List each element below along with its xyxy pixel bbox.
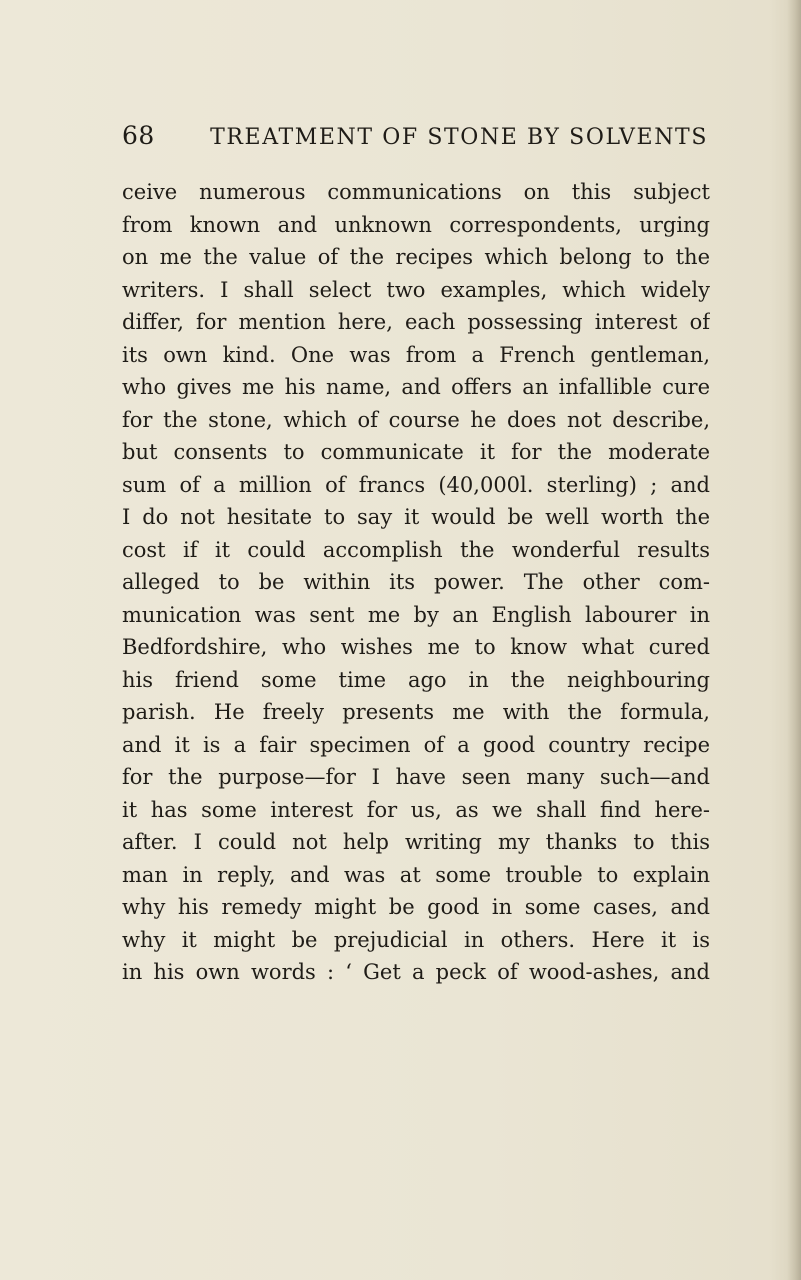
- text-line: why his remedy might be good in some cases, and: [122, 895, 710, 919]
- text-line: writers. I shall select two examples, which widely: [122, 277, 710, 302]
- text-line: ceive numerous communications on this subject: [122, 180, 710, 204]
- text-line: I do not hesitate to say it would be well worth the: [122, 505, 710, 529]
- text-line: from known and unknown correspondents, urging: [122, 212, 710, 237]
- body-text: [122, 176, 710, 989]
- text-line: but consents to communicate it for the moderate: [122, 440, 710, 464]
- page-number: 68: [122, 121, 155, 150]
- text-line: who gives me his name, and offers an infallible cure: [122, 375, 710, 399]
- text-line: for the stone, which of course he does not describe,: [122, 407, 710, 432]
- text-line: cost if it could accomplish the wonderful results: [122, 537, 710, 562]
- text-line: Bedfordshire, who wishes me to know what cured: [122, 635, 710, 659]
- text-line: after. I could not help writing my thanks to this: [122, 830, 710, 854]
- page-edge-shadow: [787, 0, 801, 1280]
- text-line: on me the value of the recipes which belong to the: [122, 245, 710, 269]
- text-line: for the purpose—for I have seen many such—and: [122, 765, 710, 789]
- text-line: in his own words : ‘ Get a peck of wood-ashes, and: [122, 960, 710, 984]
- text-line: differ, for mention here, each possessing interest of: [122, 310, 710, 334]
- text-line: his friend some time ago in the neighbouring: [122, 667, 710, 692]
- text-line: parish. He freely presents me with the formula,: [122, 700, 710, 724]
- text-line: it has some interest for us, as we shall find here-: [122, 797, 710, 822]
- text-line: why it might be prejudicial in others. Here it is: [122, 927, 710, 952]
- text-line: and it is a fair specimen of a good country recipe: [122, 732, 710, 757]
- text-line: munication was sent me by an English labourer in: [122, 602, 710, 627]
- page-header: [122, 121, 708, 150]
- text-line: man in reply, and was at some trouble to explain: [122, 862, 710, 887]
- text-line: sum of a million of francs (40,000l. sterling) ; and: [122, 472, 710, 497]
- text-line: alleged to be within its power. The other com-: [122, 570, 710, 594]
- running-head: TREATMENT OF STONE BY SOLVENTS: [210, 125, 708, 150]
- text-line: its own kind. One was from a French gentleman,: [122, 342, 710, 367]
